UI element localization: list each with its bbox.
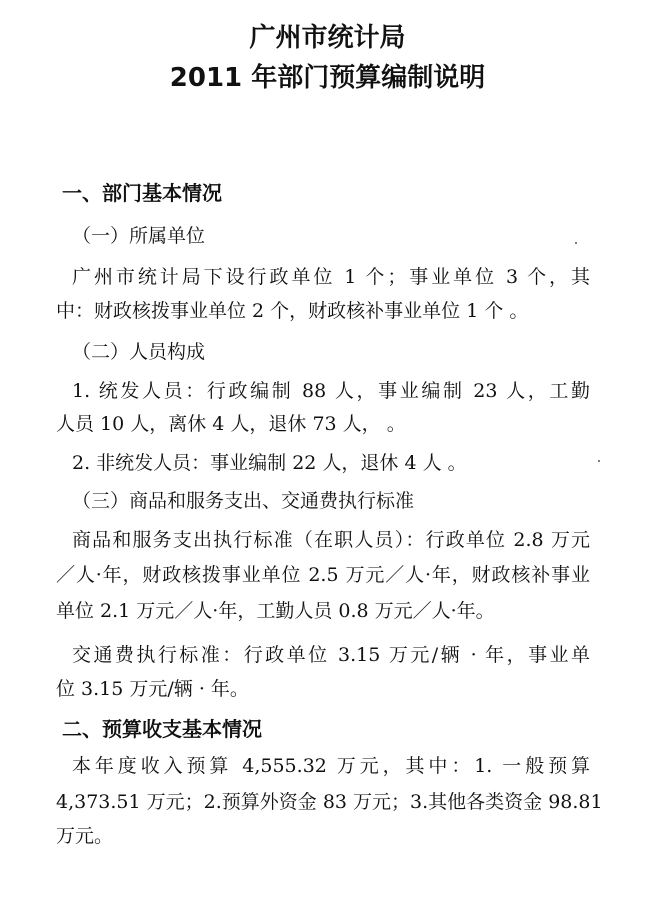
paragraph-staff-1-line1: 1. 统发人员：行政编制 88 人，事业编制 23 人，工勤 (72, 380, 590, 402)
document-title: 广州市统计局 (249, 23, 406, 53)
subsection-heading-units: （一）所属单位 (72, 225, 206, 247)
subsection-heading-standards: （三）商品和服务支出、交通费执行标准 (72, 490, 415, 512)
paragraph-goods-line3: 单位 2.1 万元／人·年，工勤人员 0.8 万元／人·年。 (56, 600, 495, 622)
paragraph-budget-line1: 本年度收入预算 4,555.32 万元，其中：1. 一般预算 (72, 755, 590, 777)
paragraph-transport-line1: 交通费执行标准：行政单位 3.15 万元/辆 · 年，事业单 (72, 644, 590, 666)
paragraph-staff-2: 2. 非统发人员：事业编制 22 人，退休 4 人 。 (72, 452, 467, 474)
scan-speck (598, 460, 600, 462)
paragraph-units-line2: 中：财政核拨事业单位 2 个，财政核补事业单位 1 个 。 (56, 300, 529, 322)
paragraph-goods-line1: 商品和服务支出执行标准（在职人员）：行政单位 2.8 万元 (72, 529, 590, 551)
document-subtitle: 2011 年部门预算编制说明 (169, 63, 486, 93)
paragraph-goods-line2: ／人·年，财政核拨事业单位 2.5 万元／人·年，财政核补事业 (56, 564, 590, 586)
scan-speck (575, 242, 577, 244)
paragraph-transport-line2: 位 3.15 万元/辆 · 年。 (56, 678, 249, 700)
section-heading-dept-basic-info: 一、部门基本情况 (62, 181, 222, 205)
paragraph-budget-line2: 4,373.51 万元；2.预算外资金 83 万元；3.其他各类资金 98.81 (56, 791, 603, 813)
section-heading-budget: 二、预算收支基本情况 (62, 717, 262, 741)
paragraph-staff-1-line2: 人员 10 人，离休 4 人，退休 73 人， 。 (56, 413, 406, 435)
subsection-heading-staff: （二）人员构成 (72, 341, 206, 363)
paragraph-budget-line3: 万元。 (56, 825, 114, 847)
paragraph-units-line1: 广州市统计局下设行政单位 1 个；事业单位 3 个，其 (72, 266, 590, 288)
